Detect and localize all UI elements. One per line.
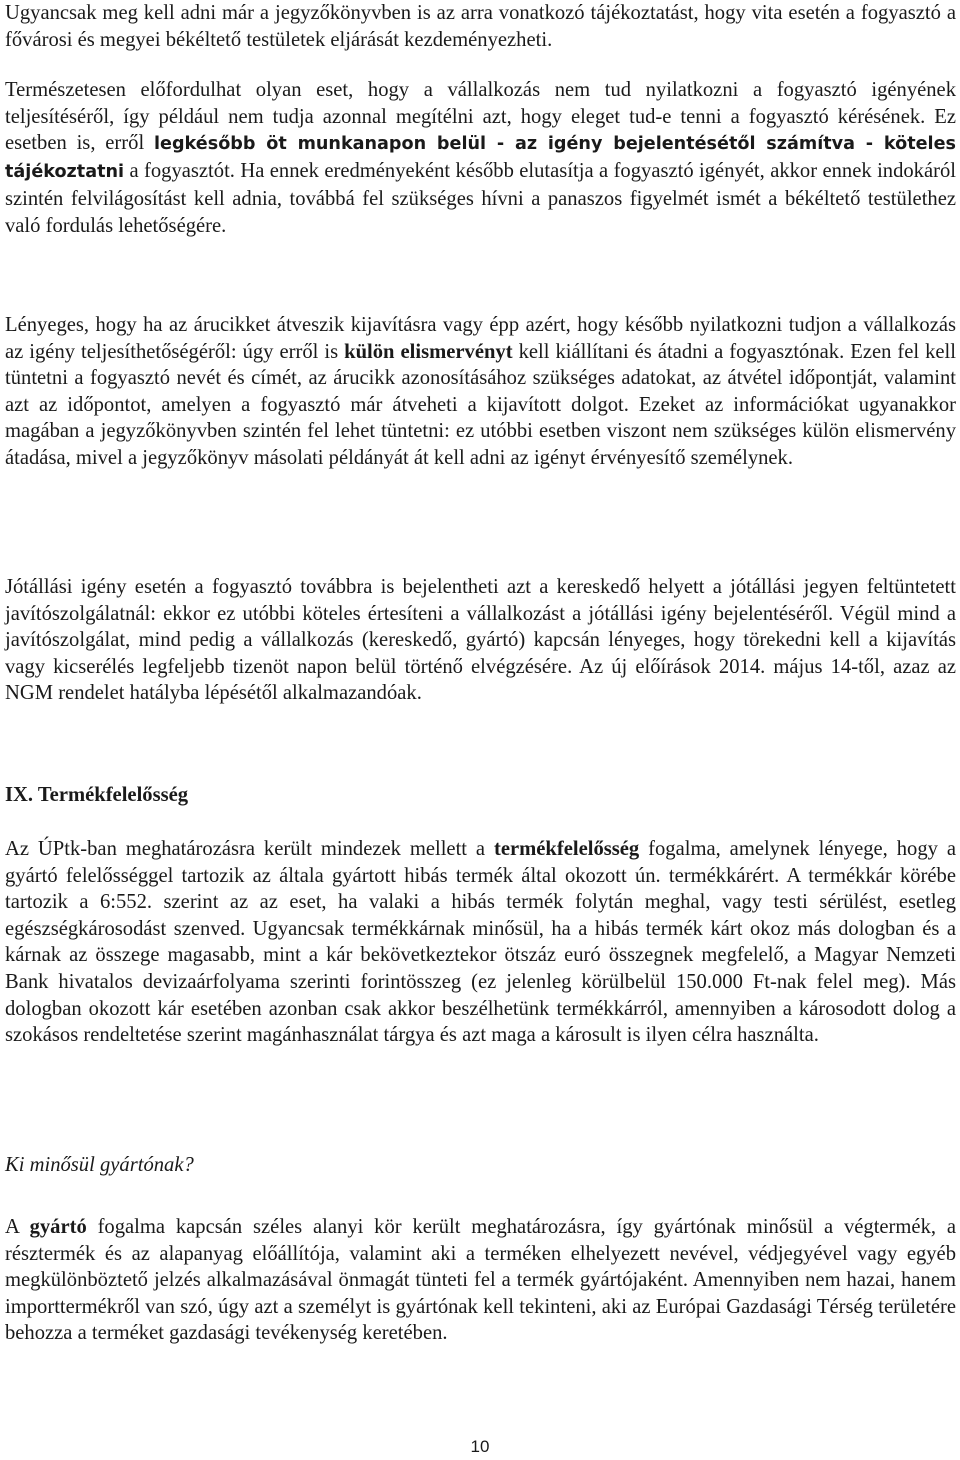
text-run: fogalma, amelynek lényege, hogy a gyártó felelősséggel tartozik az általa gyártott hibás termék által okozott ún. termékkárért. A termékkár körébe tartozik a 6:552.: [5, 838, 956, 914]
text-run: szerint az az eset, ha valaki a hibás termék folytán meghal, vagy testi sérülést, esetleg egészségkárosodást szenved. Ugyancsak termékkárnak minősül, ha a hibás termék kárt okoz más dologban és a kárnak az összege magasabb, mint a kár bekövetkeztekor ötszáz euró összegnek megfelelő, a Magyar Nemzeti Bank hivatalos devizaárfolyama szerinti forintösszeg (ez jelenleg körülbelül 150.000 Ft-nak felel meg). Más dologban okozott kár esetében azonban csak akkor beszélhetünk termékkárról, amennyiben a károsodott dolog a szokásos rendeltetése szerint magánhasználat tárgya és azt maga a károsult is ilyen célra használta.: [5, 891, 957, 1047]
text-run: Természetesen előfordulhat olyan eset, hogy a vállalkozás nem tud nyilatkozni a fogyasztó igényének teljesítéséről, így például nem tudja azonnal megítélni azt, hogy eleget tud-e tenni a fogyasztó kérésének. Ez esetben is, erről: [5, 79, 956, 155]
section-heading: [5, 782, 956, 809]
bold-product-liability-text: termékfelelősség: [493, 838, 640, 860]
text-run: A: [5, 1216, 30, 1238]
text-run: Az ÚPtk-ban meghatározásra került mindezek mellett a: [5, 838, 494, 860]
text-run: Lényeges, hogy ha az árucikket átveszik kijavításra vagy épp azért, hogy később nyilatkozni tudjon a vállalkozás az igény teljesíthetőségéről: úgy erről is: [5, 314, 956, 363]
section-number: IX.: [5, 784, 34, 806]
paragraph-receipt: [5, 312, 956, 472]
bold-deadline-text: legkésőbb öt munkanapon belül - az igény bejelentésétől számítva - köteles tájékoztatni: [5, 134, 956, 183]
paragraph-product-liability: [5, 836, 956, 1049]
subheading-manufacturer: Ki minősül gyártónak?: [5, 1154, 194, 1176]
bold-manufacturer-text: gyártó: [29, 1216, 87, 1238]
paragraph-warranty-claim: Jótállási igény esetén a fogyasztó továbbra is bejelentheti azt a kereskedő helyett a jótállási jegyen feltüntetett javítószolgálatnál: ekkor ez utóbbi köteles értesíteni a vállalkozást a jótállási igény bejelentéséről. Végül mind a javítószolgálat, mind pedig a vállalkozás (kereskedő, gyártó) kapcsán lényeges, hogy törekedni kell a kijavítás vagy kicserélés legfeljebb tizenöt napon belül történő elvégzésére. Az új előírások 2014. május 14-től, azaz az NGM rendelet hatályba lépésétől alkalmazandóak.: [5, 576, 956, 705]
paragraph-manufacturer-definition: [5, 1214, 956, 1347]
paragraph-business-response: [5, 77, 956, 239]
bold-receipt-text: külön elismervényt: [344, 340, 513, 363]
paragraph-consumer-notice: Ugyancsak meg kell adni már a jegyzőkönyvben is az arra vonatkozó tájékoztatást, hogy vita esetén a fogyasztó a fővárosi és megyei békéltető testületek eljárását kezdeményezheti.: [5, 2, 956, 51]
text-run: a fogyasztót. Ha ennek eredményeként később elutasítja a fogyasztó igényét, akkor ennek indokáról szintén felvilágosítást kell adnia, továbbá fel szükséges hívni a panaszos figyelmét ismét a békéltető testülethez való fordulás lehetőségére.: [5, 160, 956, 237]
text-run: fogalma kapcsán széles alanyi kör került meghatározásra, így gyártónak minősül a végtermék, a résztermék és az alapanyag előállítója, valamint aki a terméken elhelyezett nevével, védjegyével vagy egyéb megkülönböztető jelzés alkalmazásával önmagát tünteti fel a termék gyártójaként. Amennyiben nem hazai, hanem importtermékről van szó, úgy azt a személyt is gyártónak kell tekinteni, aki az Európai Gazdasági Térség területére behozza a terméket gazdasági tevékenység keretében.: [5, 1216, 956, 1345]
text-run: kell kiállítani és átadni a fogyasztónak. Ezen fel kell tüntetni a fogyasztó nevét és címét, az árucikk azonosításához szükséges adatokat, az átvétel időpontját, valamint azt az időpontot, amelyen a fogyasztó már átveheti a kijavított dolgot. Ezeket az információkat ugyanakkor magában a jegyzőkönyvben szintén fel lehet tüntetni: ez utóbbi esetben viszont nem szükséges külön elismervény átadása, mivel a jegyzőkönyv másolati példányát át kell adni az igényt érvényesítő személynek.: [5, 340, 956, 469]
section-title: Termékfelelősség: [37, 784, 189, 806]
page-number: 10: [470, 1437, 490, 1456]
